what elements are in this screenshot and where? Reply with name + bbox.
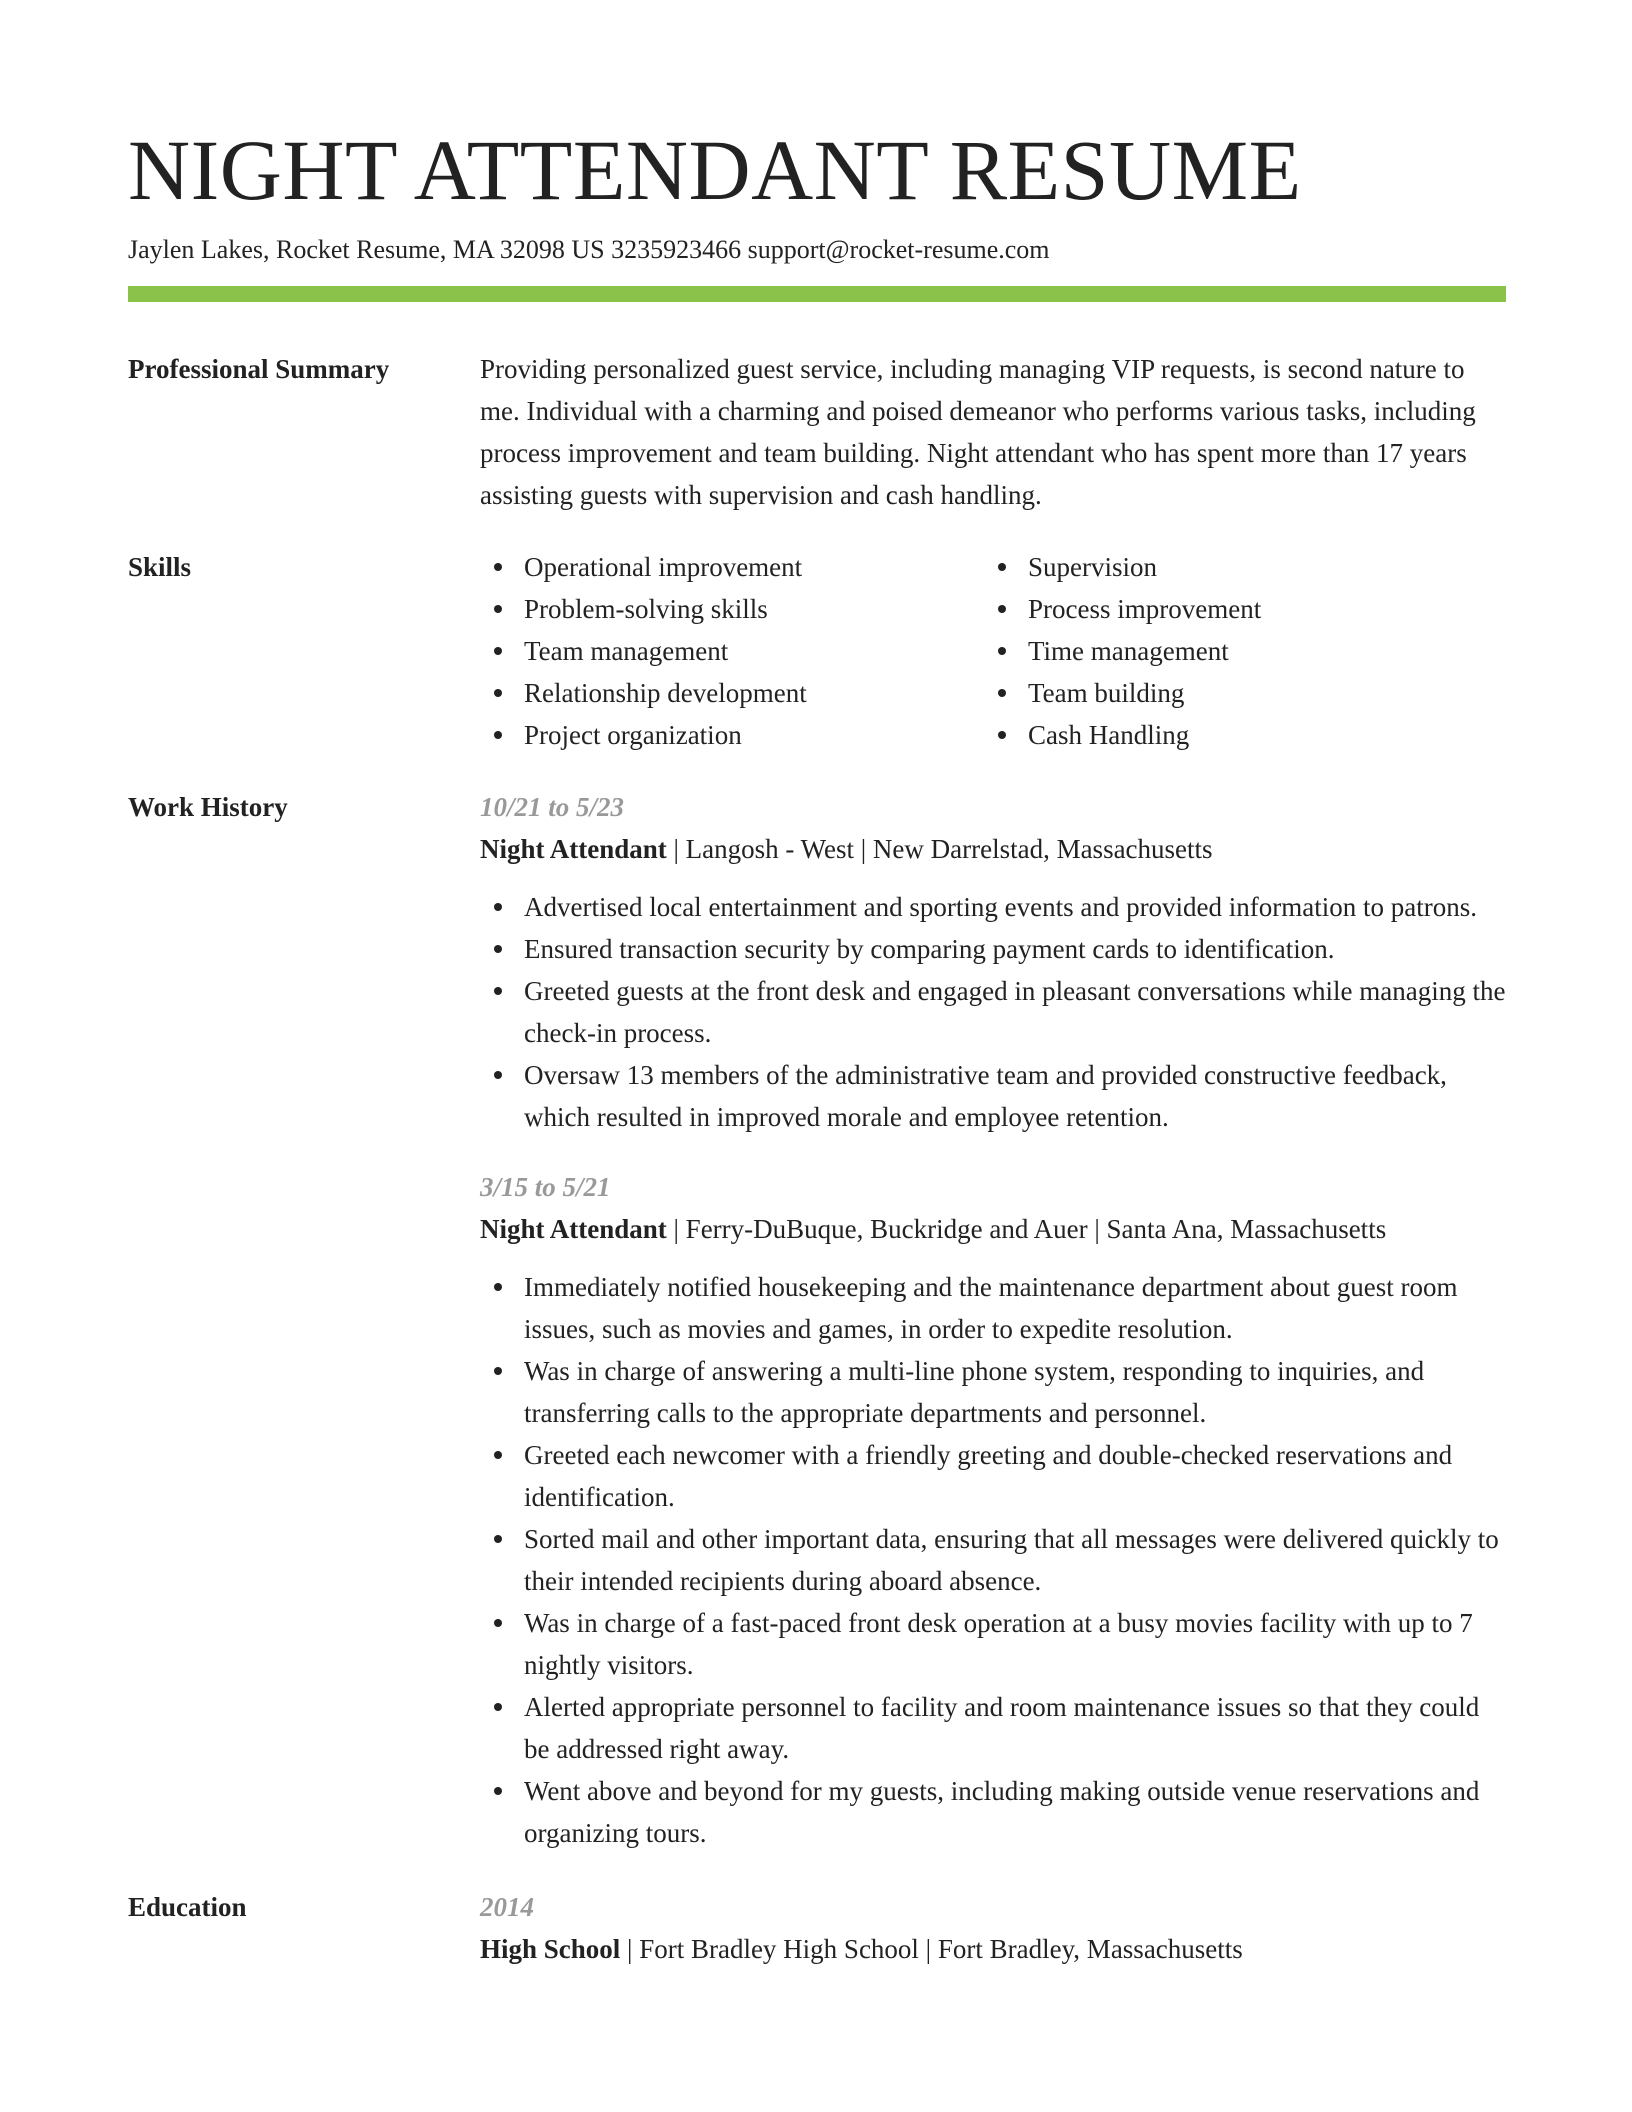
resume-page <box>128 118 1506 1970</box>
work-history-body <box>480 786 1506 1854</box>
education-date: 2014 <box>480 1892 534 1922</box>
skill-item: Process improvement <box>984 588 1488 630</box>
education-section <box>128 1886 1506 1970</box>
section-label-summary: Professional Summary <box>128 354 390 384</box>
work-history-section <box>128 786 1506 1854</box>
skill-item: Team building <box>984 672 1488 714</box>
job-bullet-list <box>480 1266 1506 1854</box>
skill-item: Cash Handling <box>984 714 1488 756</box>
accent-divider <box>128 286 1506 302</box>
job-details: | Ferry-DuBuque, Buckridge and Auer | Santa Ana, Massachusetts <box>666 1214 1387 1244</box>
skills-body <box>480 546 1506 756</box>
job-entry <box>480 786 1506 1138</box>
skill-item: Time management <box>984 630 1488 672</box>
education-body <box>480 1886 1506 1970</box>
job-heading <box>480 828 1506 870</box>
job-bullet: Was in charge of answering a multi-line phone system, responding to inquiries, and transferring calls to the appropriate departments and personnel. <box>480 1350 1506 1434</box>
resume-title: NIGHT ATTENDANT RESUME <box>128 122 1302 218</box>
skills-list-left <box>480 546 984 756</box>
section-label-work: Work History <box>128 792 288 822</box>
job-title: Night Attendant <box>480 1214 667 1244</box>
job-bullet: Sorted mail and other important data, ensuring that all messages were delivered quickly to their intended recipients during aboard absence. <box>480 1518 1506 1602</box>
summary-body <box>480 348 1506 516</box>
education-heading <box>480 1928 1506 1970</box>
job-bullet: Oversaw 13 members of the administrative team and provided constructive feedback, which resulted in improved morale and employee retention. <box>480 1054 1506 1138</box>
summary-section <box>128 348 1506 516</box>
education-degree: High School <box>480 1934 621 1964</box>
skill-item: Operational improvement <box>480 546 984 588</box>
section-label-skills: Skills <box>128 552 192 582</box>
job-bullet: Greeted each newcomer with a friendly greeting and double-checked reservations and identification. <box>480 1434 1506 1518</box>
skills-list-right <box>984 546 1488 756</box>
skill-item: Project organization <box>480 714 984 756</box>
skill-item: Problem-solving skills <box>480 588 984 630</box>
skills-columns <box>480 546 1506 756</box>
skill-item: Relationship development <box>480 672 984 714</box>
skill-item: Team management <box>480 630 984 672</box>
job-bullet: Advertised local entertainment and sporting events and provided information to patrons. <box>480 886 1506 928</box>
job-entry <box>480 1166 1506 1854</box>
job-title: Night Attendant <box>480 834 667 864</box>
education-details: | Fort Bradley High School | Fort Bradley, Massachusetts <box>620 1934 1243 1964</box>
job-bullet: Alerted appropriate personnel to facility and room maintenance issues so that they could be addressed right away. <box>480 1686 1506 1770</box>
section-label-education: Education <box>128 1892 247 1922</box>
job-bullet: Was in charge of a fast-paced front desk operation at a busy movies facility with up to 7 nightly visitors. <box>480 1602 1506 1686</box>
job-bullet-list <box>480 886 1506 1138</box>
job-bullet: Ensured transaction security by comparing payment cards to identification. <box>480 928 1506 970</box>
job-details: | Langosh - West | New Darrelstad, Massachusetts <box>666 834 1213 864</box>
summary-text: Providing personalized guest service, including managing VIP requests, is second nature to me. Individual with a charming and poised demeanor who performs various tasks, including process improvement and team building. Night attendant who has spent more than 17 years assisting guests with supervision and cash handling. <box>480 354 1476 510</box>
skill-item: Supervision <box>984 546 1488 588</box>
contact-line: Jaylen Lakes, Rocket Resume, MA 32098 US 3235923466 support@rocket-resume.com <box>128 235 1050 264</box>
job-bullet: Greeted guests at the front desk and engaged in pleasant conversations while managing the check-in process. <box>480 970 1506 1054</box>
job-bullet: Went above and beyond for my guests, including making outside venue reservations and organizing tours. <box>480 1770 1506 1854</box>
job-heading <box>480 1208 1506 1250</box>
job-date: 10/21 to 5/23 <box>480 792 625 822</box>
job-date: 3/15 to 5/21 <box>480 1172 611 1202</box>
skills-section <box>128 546 1506 756</box>
job-bullet: Immediately notified housekeeping and the maintenance department about guest room issues, such as movies and games, in order to expedite resolution. <box>480 1266 1506 1350</box>
